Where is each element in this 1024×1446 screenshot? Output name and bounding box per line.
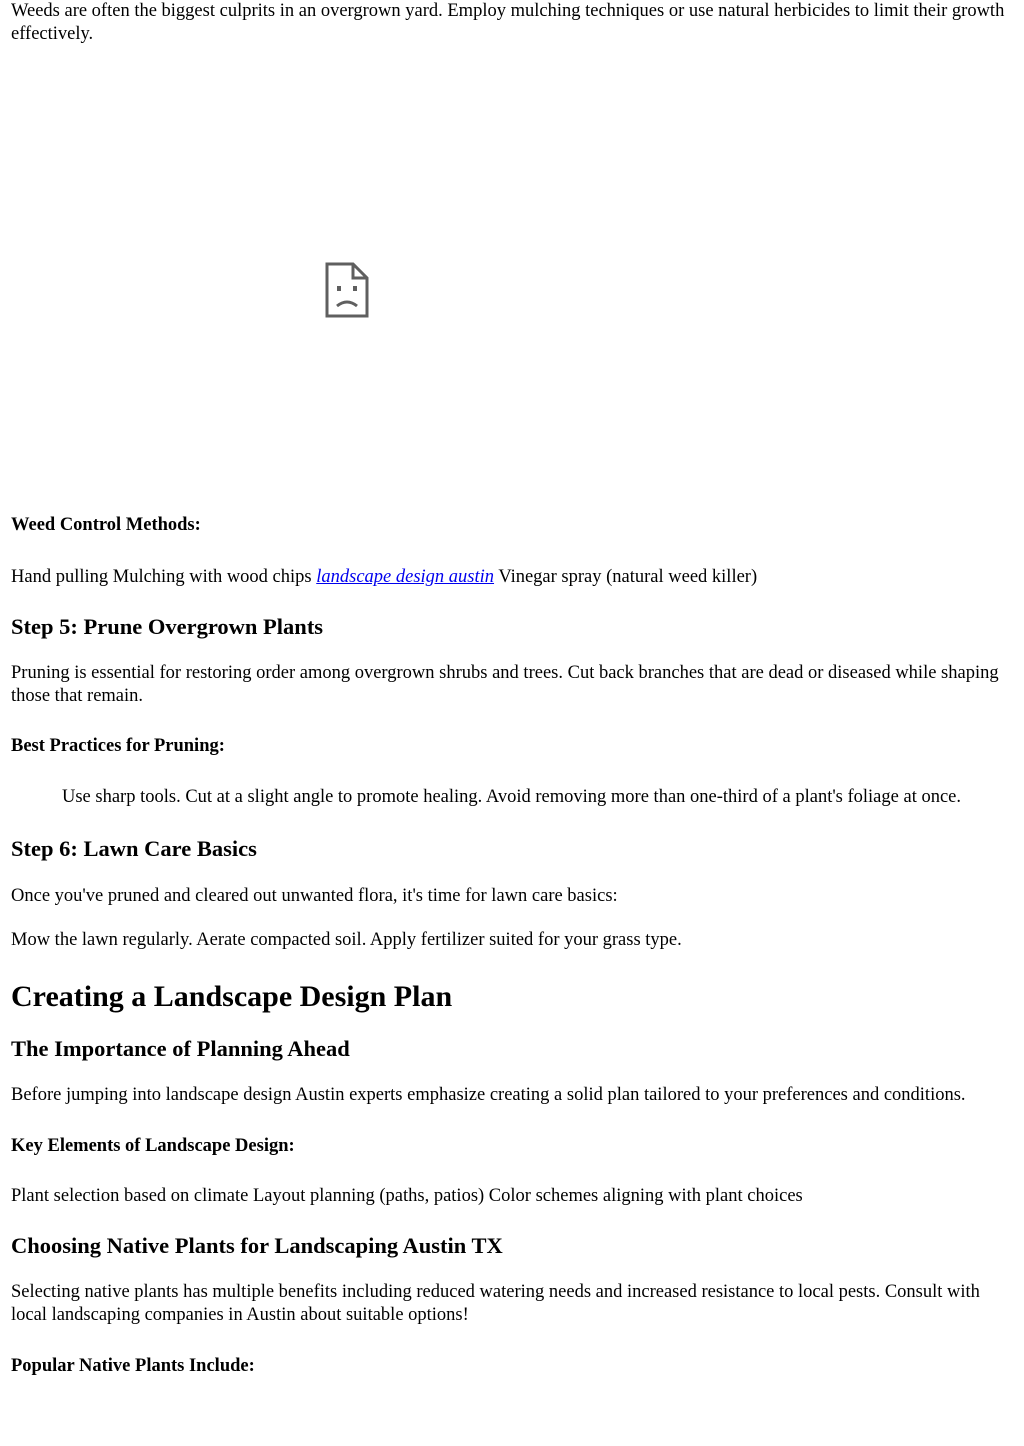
step5-paragraph: Pruning is essential for restoring order among overgrown shrubs and trees. Cut back branches that are dead or diseased while shaping those that remain.: [11, 663, 999, 706]
design-plan-heading: Creating a Landscape Design Plan: [11, 980, 453, 1013]
weed-control-list: [11, 566, 1014, 589]
step6-paragraph-2: Mow the lawn regularly. Aerate compacted soil. Apply fertilizer suited for your grass type.: [11, 930, 682, 950]
step6-paragraph-1: Once you've pruned and cleared out unwanted flora, it's time for lawn care basics:: [11, 886, 618, 906]
weed-control-heading: Weed Control Methods:: [11, 515, 201, 535]
embedded-media-frame: [11, 68, 1014, 500]
key-elements-heading: Key Elements of Landscape Design:: [11, 1136, 295, 1156]
native-plants-paragraph: Selecting native plants has multiple benefits including reduced watering needs and increased resistance to local pests. Consult with local landscaping companies in Austin about suitable options!: [11, 1282, 980, 1325]
planning-ahead-paragraph: Before jumping into landscape design Austin experts emphasize creating a solid plan tailored to your preferences and conditions.: [11, 1085, 966, 1105]
pruning-practices-heading: Best Practices for Pruning:: [11, 736, 225, 756]
native-plants-heading: Choosing Native Plants for Landscaping Austin TX: [11, 1233, 503, 1258]
planning-ahead-heading: The Importance of Planning Ahead: [11, 1036, 350, 1061]
broken-image-icon: [325, 262, 369, 318]
weed-control-text-after: Vinegar spray (natural weed killer): [494, 567, 758, 587]
landscape-design-austin-link[interactable]: landscape design austin: [316, 567, 495, 587]
intro-paragraph: Weeds are often the biggest culprits in an overgrown yard. Employ mulching techniques or use natural herbicides to limit their growth effectively.: [11, 1, 1005, 44]
key-elements-list: Plant selection based on climate Layout planning (paths, patios) Color schemes aligning with plant choices: [11, 1186, 803, 1206]
step5-heading: Step 5: Prune Overgrown Plants: [11, 614, 324, 639]
popular-native-plants-heading: Popular Native Plants Include:: [11, 1356, 255, 1376]
pruning-practices-list: Use sharp tools. Cut at a slight angle to promote healing. Avoid removing more than one-third of a plant's foliage at once.: [62, 787, 962, 807]
weed-control-text: Hand pulling Mulching with wood chips: [11, 567, 317, 587]
step6-heading: Step 6: Lawn Care Basics: [11, 836, 257, 861]
